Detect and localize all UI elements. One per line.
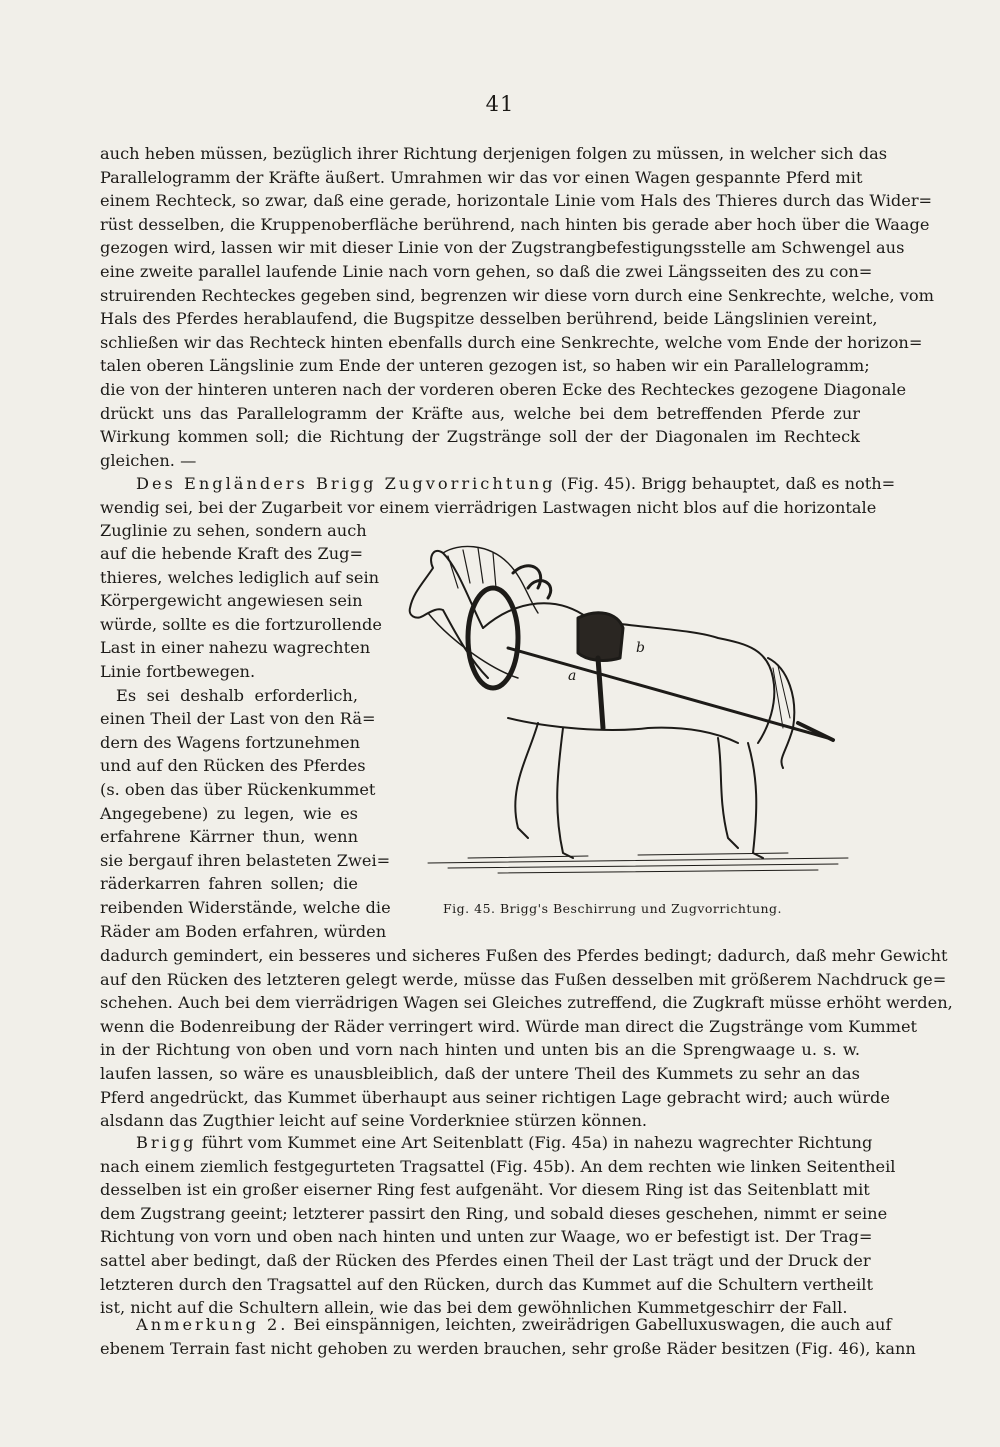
spaced-heading: Anmerkung 2.: [136, 1315, 289, 1334]
text-line: nach einem ziemlich festgegurteten Tragsattel (Fig. 45b). An dem rechten wie linken Seitentheil: [100, 1156, 896, 1176]
text-span: (Fig. 45). Brigg behauptet, daß es noth=: [555, 474, 896, 493]
text-span: Bei einspännigen, leichten, zweirädrigen Gabelluxuswagen, die auch auf: [288, 1315, 892, 1334]
text-line: Linie fortbewegen.: [100, 661, 256, 681]
text-line: wenn die Bodenreibung der Räder verringert wird. Würde man direct die Zugstränge vom Kummet: [100, 1016, 918, 1036]
hind-leg-right: [748, 743, 763, 858]
text-line: Richtung von vorn und oben nach hinten und unten zur Waage, wo er befestigt ist. Der Trag=: [100, 1227, 873, 1247]
text-line: reibenden Widerstände, welche die: [100, 897, 391, 917]
paragraph-brigg-harness: [100, 1131, 896, 1320]
text-line: auf den Rücken des letzteren gelegt werde, müsse das Fußen desselben mit größerem Nachdruck ge=: [100, 969, 947, 989]
text-line: Pferd angedrückt, das Kummet überhaupt aus seiner richtigen Lage gebracht wird; auch würde: [100, 1087, 890, 1107]
horse-head: [410, 551, 488, 678]
text-line: alsdann das Zugthier leicht auf seine Vorderkniee stürzen können.: [100, 1111, 648, 1131]
text-line: desselben ist ein großer eiserner Ring fest aufgenäht. Vor diesem Ring ist das Seitenblatt mit: [100, 1180, 870, 1200]
text-line: ebenem Terrain fast nicht gehoben zu werden brauchen, sehr große Räder besitzen (Fig. 46), kann: [100, 1338, 916, 1358]
hind-leg-left: [718, 738, 738, 848]
text-line: dem Zugstrang geeint; letzterer passirt den Ring, und sobald dieses geschehen, nimmt er seine: [100, 1203, 888, 1223]
text-line: Es sei deshalb erforderlich,: [116, 685, 358, 705]
text-line: einem Rechteck, so zwar, daß eine gerade, horizontale Linie vom Hals des Thieres durch das Wider=: [100, 191, 933, 211]
text-line: thieres, welches lediglich auf sein: [100, 567, 380, 587]
text-line: dadurch gemindert, ein besseres und sicheres Fußen des Pferdes bedingt; dadurch, daß mehr Gewicht: [100, 946, 948, 965]
paragraph-remark-2: [100, 1313, 916, 1360]
text-line: erfahrene Kärrner thun, wenn: [100, 827, 358, 847]
harness-collar: [468, 588, 518, 688]
horse-mane: [443, 546, 538, 613]
text-line: ist, nicht auf die Schultern allein, wie das bei dem gewöhnlichen Kummetgeschirr der Fall.: [100, 1298, 848, 1318]
text-line: Räder am Boden erfahren, würden: [100, 921, 387, 941]
front-leg-left: [515, 723, 538, 838]
text-line: auch heben müssen, bezüglich ihrer Richtung derjenigen folgen zu müssen, in welcher sich das: [100, 144, 888, 163]
text-line: sattel aber bedingt, daß der Rücken des Pferdes einen Theil der Last trägt und der Druck der: [100, 1250, 871, 1270]
text-line: Angegebene) zu legen, wie es: [100, 803, 358, 823]
collar-hames: [513, 566, 551, 598]
text-line: letzteren durch den Tragsattel auf den Rücken, durch das Kummet auf die Schultern vertheilt: [100, 1274, 873, 1294]
text-line: würde, sollte es die fortzurollende: [100, 614, 382, 634]
paragraph-parallelogram: [100, 142, 934, 472]
figure-caption: Fig. 45. Brigg's Beschirrung und Zugvorrichtung.: [443, 901, 783, 916]
front-leg-right: [557, 728, 573, 858]
text-line: dern des Wagens fortzunehmen: [100, 732, 361, 752]
harness-saddle: [578, 613, 623, 661]
text-line: schließen wir das Rechteck hinten ebenfalls durch eine Senkrechte, welche vom Ende der horizon=: [100, 332, 923, 352]
text-line: [100, 472, 896, 496]
text-line: Hals des Pferdes herablaufend, die Bugspitze desselben berührend, beide Längslinien vereint,: [100, 309, 878, 329]
horse-belly: [508, 718, 738, 743]
spaced-heading: Des Engländers Brigg Zugvorrichtung: [136, 474, 556, 493]
text-line: (s. oben das über Rückenkummet: [100, 779, 376, 799]
text-line: die von der hinteren unteren nach der vorderen oberen Ecke des Rechteckes gezogene Diagonale: [100, 379, 907, 399]
text-line: Körpergewicht angewiesen sein: [100, 591, 363, 611]
text-line: einen Theil der Last von den Rä=: [100, 709, 376, 729]
text-line: auf die hebende Kraft des Zug=: [100, 544, 364, 563]
text-line: gezogen wird, lassen wir mit dieser Linie von der Zugstrangbefestigungsstelle am Schwengel aus: [100, 238, 905, 258]
text-line: struirenden Rechteckes gegeben sind, begrenzen wir diese vorn durch eine Senkrechte, welche, vom: [100, 285, 934, 305]
text-line: und auf den Rücken des Pferdes: [100, 756, 366, 776]
text-line: in der Richtung von oben und vorn nach hinten und unten bis an die Sprengwaage u. s. w.: [100, 1040, 860, 1060]
text-line: Zuglinie zu sehen, sondern auch: [100, 521, 367, 541]
text-line: talen oberen Längslinie zum Ende der unteren gezogen ist, so haben wir ein Parallelogramm;: [100, 356, 870, 376]
text-span: führt vom Kummet eine Art Seitenblatt (Fig. 45a) in nahezu wagrechter Richtung: [196, 1133, 873, 1152]
text-line: rüst desselben, die Kruppenoberfläche berührend, nach hinten bis gerade aber hoch über die Waage: [100, 214, 930, 234]
text-line: [100, 1313, 892, 1337]
text-line: schehen. Auch bei dem vierrädrigen Wagen sei Gleiches zutreffend, die Zugkraft müsse erhöht werden,: [100, 993, 953, 1013]
text-line: [100, 1131, 873, 1155]
text-line: laufen lassen, so wäre es unausbleiblich, daß der untere Theil des Kummets zu sehr an das: [100, 1063, 860, 1083]
tail-strands: [773, 666, 790, 728]
column-left-text: [100, 542, 391, 943]
text-line: drückt uns das Parallelogramm der Kräfte aus, welche bei dem betreffenden Pferde zur: [100, 403, 860, 423]
figure-horse-harness: [388, 528, 858, 888]
figure-label-b: b: [636, 640, 645, 656]
trace-strap: [508, 648, 828, 738]
page-number: 41: [485, 92, 515, 116]
figure-label-a: a: [568, 668, 577, 684]
text-line: wendig sei, bei der Zugarbeit vor einem vierrädrigen Lastwagen nicht blos auf die horizontale: [100, 497, 877, 517]
text-line: gleichen. —: [100, 450, 197, 470]
spaced-heading: Brigg: [136, 1133, 197, 1152]
text-line: räderkarren fahren sollen; die: [100, 874, 358, 894]
text-line: Last in einer nahezu wagrechten: [100, 638, 371, 658]
text-line: eine zweite parallel laufende Linie nach vorn gehen, so daß die zwei Längsseiten des zu con=: [100, 261, 873, 281]
saddle-girth: [598, 658, 603, 728]
paragraph-wagon-load: [100, 944, 953, 1133]
ground-hatching: [428, 853, 848, 873]
text-line: sie bergauf ihren belasteten Zwei=: [100, 850, 391, 870]
text-line: Parallelogramm der Kräfte äußert. Umrahmen wir das vor einen Wagen gespannte Pferd mit: [100, 167, 863, 187]
horse-illustration: [410, 546, 848, 873]
text-line: Wirkung kommen soll; die Richtung der Zugstränge soll der der Diagonalen im Rechteck: [100, 427, 860, 447]
